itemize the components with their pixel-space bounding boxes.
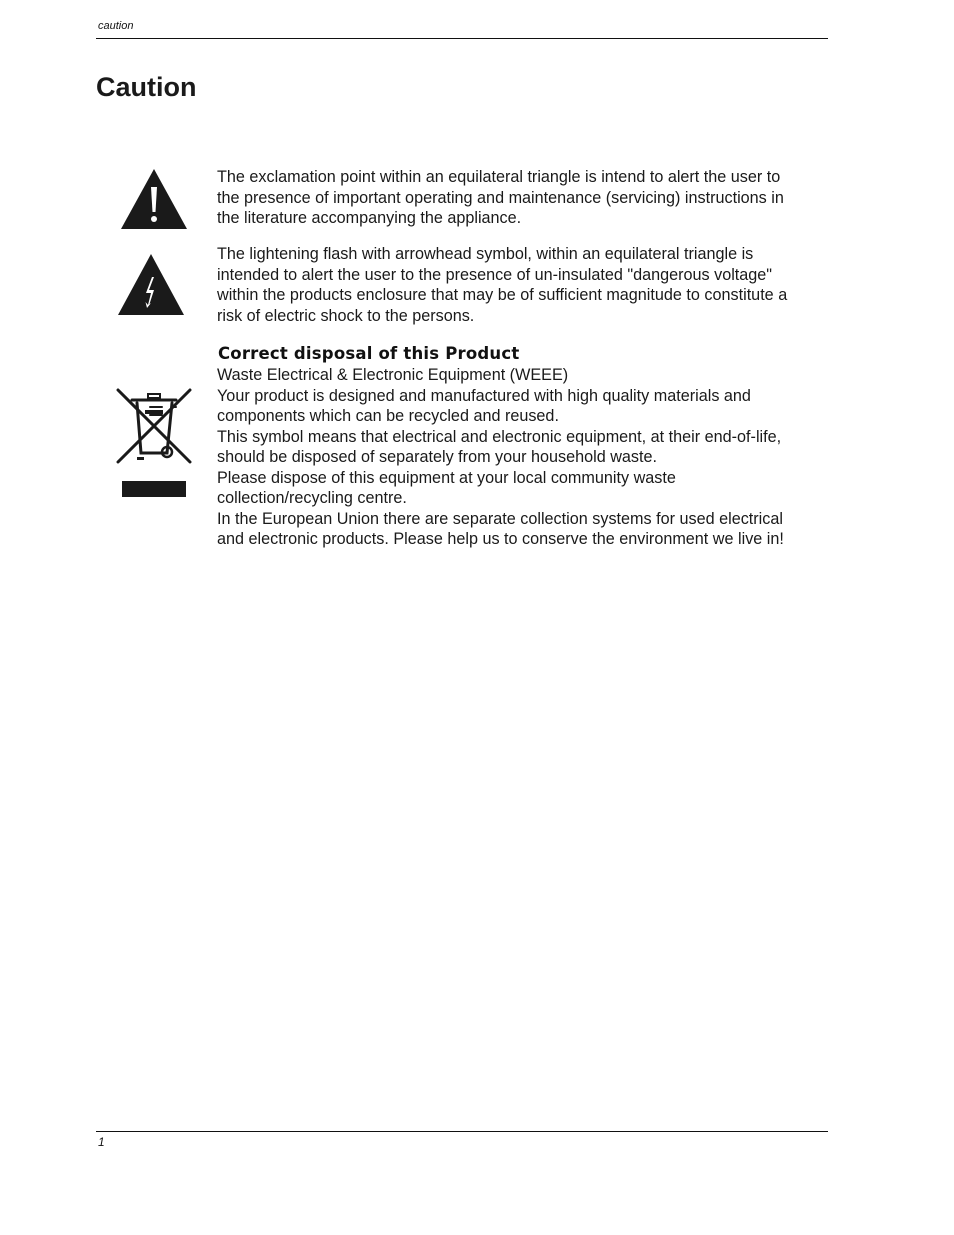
header-rule [96,38,828,39]
lightning-description [217,244,829,326]
text-line: risk of electric shock to the persons. [217,306,475,325]
text-line: should be disposed of separately from your household waste. [217,448,658,466]
text-line: and electronic products. Please help us to conserve the environment we live in! [217,530,784,548]
text-line: Your product is designed and manufactured with high quality materials and [217,386,751,405]
text-line: the presence of important operating and maintenance (servicing) instructions in [217,188,784,207]
text-line: The lightening flash with arrowhead symbol, within an equilateral triangle is [217,245,754,263]
text-line: Please dispose of this equipment at your local community waste [217,468,676,487]
exclamation-triangle-icon [120,168,188,230]
text-line: collection/recycling centre. [217,489,407,507]
text-line: intended to alert the user to the presence of un-insulated "dangerous voltage" [217,265,773,284]
disposal-heading: Correct disposal of this Product [218,344,520,363]
lightning-triangle-icon [117,253,185,316]
text-line: components which can be recycled and reused. [217,407,559,425]
running-header: caution [98,20,134,32]
disposal-description [217,365,829,550]
text-line: In the European Union there are separate collection systems for used electrical [217,509,783,528]
footer-rule [96,1131,828,1132]
page-number: 1 [98,1135,105,1149]
exclamation-description [217,167,829,229]
text-line: the literature accompanying the appliance. [217,209,522,227]
text-line: The exclamation point within an equilateral triangle is intend to alert the user to [217,168,781,186]
text-line: Waste Electrical & Electronic Equipment (WEEE) [217,366,569,384]
text-line: within the products enclosure that may be of sufficient magnitude to constitute a [217,286,788,304]
text-line: This symbol means that electrical and electronic equipment, at their end-of-life, [217,427,782,446]
crossed-out-wheelie-bin-icon [115,387,193,465]
page-title: Caution [96,72,197,102]
weee-date-bar [122,481,186,497]
